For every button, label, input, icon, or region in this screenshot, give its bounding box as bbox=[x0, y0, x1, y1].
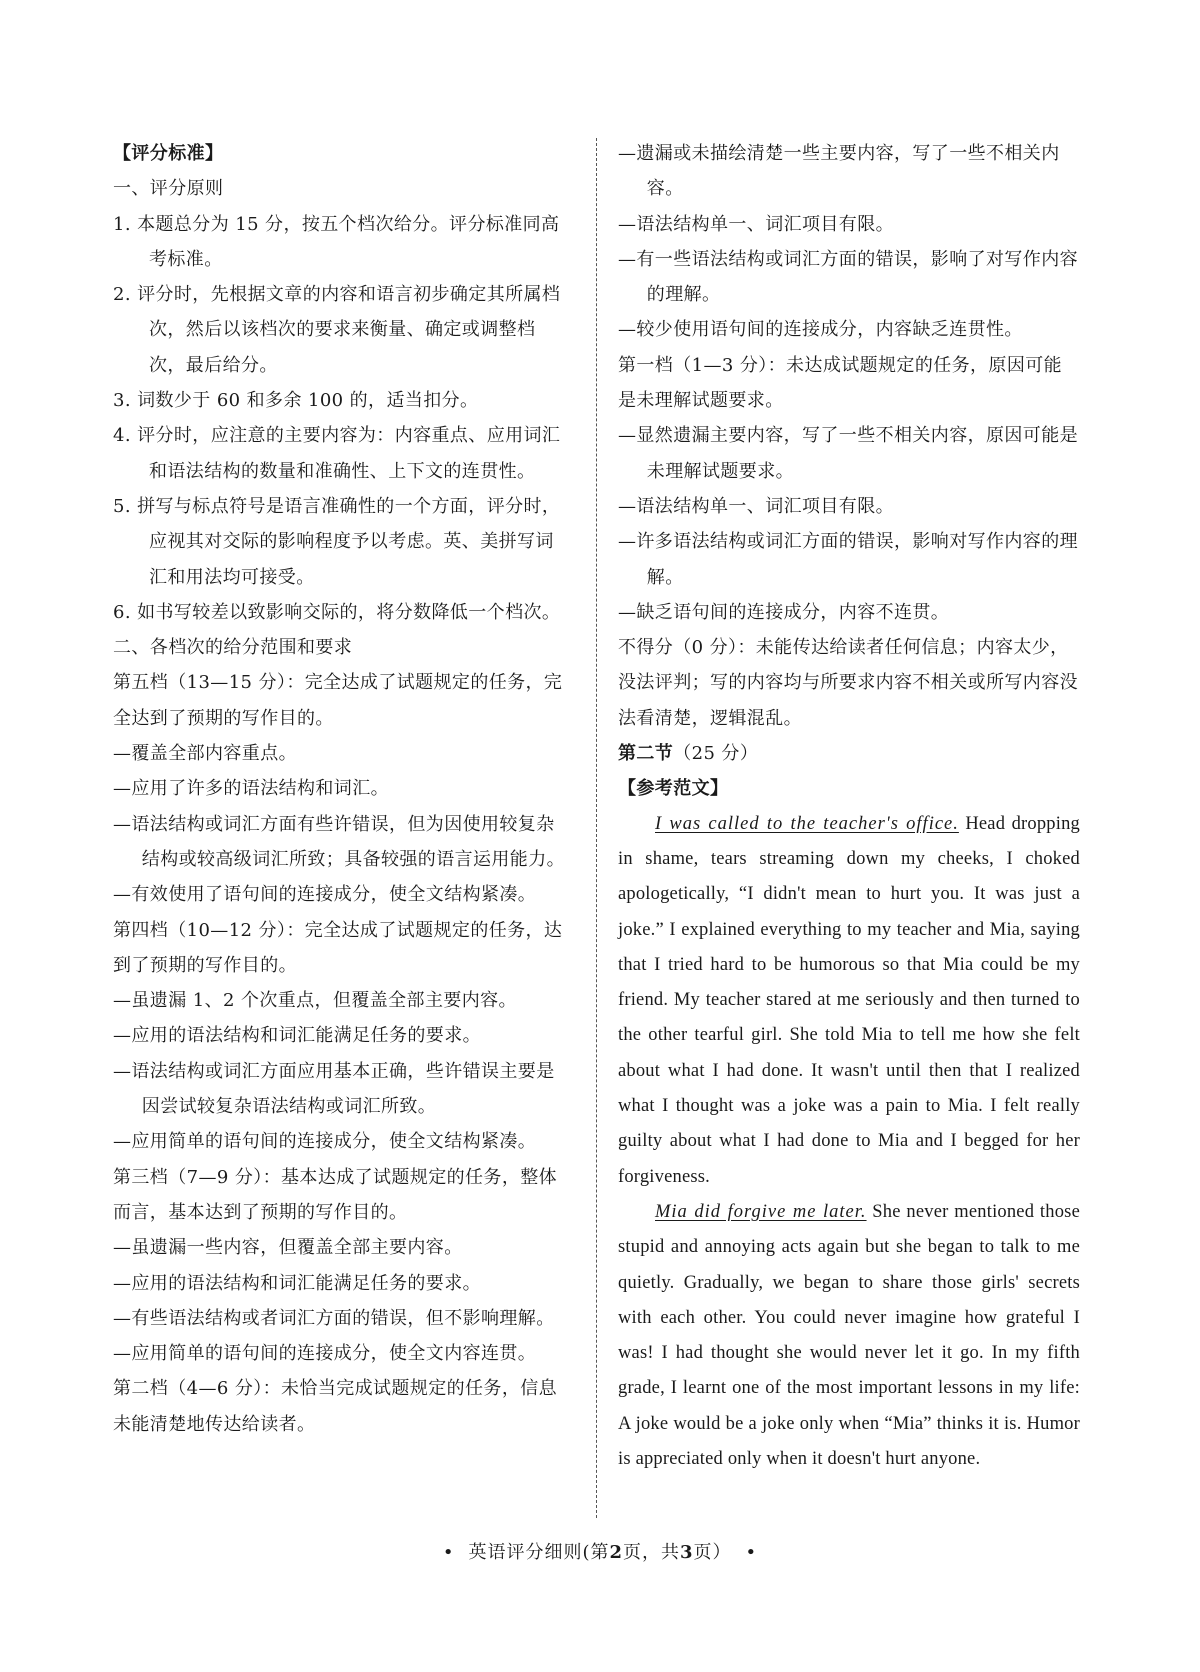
left-line: 2. 评分时，先根据文章的内容和语言初步确定其所属档次，然后以该档次的要求来衡量、确定或调整档次，最后给分。 bbox=[113, 284, 561, 376]
right-column bbox=[618, 136, 1080, 1477]
right-line: —语法结构单一、词汇项目有限。 bbox=[618, 213, 894, 235]
right-line: —缺乏语句间的连接成分，内容不连贯。 bbox=[618, 601, 950, 623]
left-column bbox=[113, 136, 571, 1442]
section-two-heading bbox=[618, 736, 1080, 771]
left-line: 3. 词数少于 60 和多余 100 的，适当扣分。 bbox=[113, 390, 479, 412]
left-line: 二、各档次的给分范围和要求 bbox=[113, 637, 353, 659]
paragraph-2-body: She never mentioned those stupid and annoying acts again but she began to talk to me quietly. Gradually, we began to share those girls' secrets with each other. You could never imagine how grateful I was! I had thought she would never let it go. In my fifth grade, I learnt one of the most important lessons in my life: A joke would be a joke only when “Mia” thinks it is. Humor is appreciated only when it doesn't hurt anyone. bbox=[618, 1201, 1080, 1469]
footer-dot-right: • bbox=[745, 1542, 758, 1563]
left-line: —有效使用了语句间的连接成分，使全文结构紧凑。 bbox=[113, 884, 537, 906]
sample-essay-heading: 【参考范文】 bbox=[618, 778, 729, 800]
right-line: —语法结构单一、词汇项目有限。 bbox=[618, 495, 894, 517]
page-footer bbox=[0, 1538, 1200, 1564]
right-line: 第一档（1—3 分）：未达成试题规定的任务，原因可能是未理解试题要求。 bbox=[618, 354, 1063, 412]
scoring-standard-heading: 【评分标准】 bbox=[113, 143, 224, 164]
left-line: 第三档（7—9 分）：基本达成了试题规定的任务，整体而言，基本达到了预期的写作目的。 bbox=[113, 1166, 558, 1223]
left-line: 一、评分原则 bbox=[113, 178, 224, 200]
left-line: —虽遗漏 1、2 个次重点，但覆盖全部主要内容。 bbox=[113, 990, 517, 1012]
left-line: —有些语法结构或者词汇方面的错误，但不影响理解。 bbox=[113, 1307, 555, 1329]
column-divider bbox=[596, 138, 597, 1518]
left-line: —应用简单的语句间的连接成分，使全文结构紧凑。 bbox=[113, 1131, 537, 1153]
left-line: —语法结构或词汇方面有些许错误，但为因使用较复杂结构或较高级词汇所致；具备较强的语言运用能力。 bbox=[113, 813, 565, 870]
left-line: 4. 评分时，应注意的主要内容为：内容重点、应用词汇和语法结构的数量和准确性、上下文的连贯性。 bbox=[113, 425, 561, 482]
left-line: 第五档（13—15 分）：完全达成了试题规定的任务，完全达到了预期的写作目的。 bbox=[113, 672, 563, 729]
section-title: 第二节 bbox=[618, 743, 674, 765]
right-line: —遗漏或未描绘清楚一些主要内容，写了一些不相关内容。 bbox=[618, 143, 1060, 200]
left-line: 6. 如书写较差以致影响交际的，将分数降低一个档次。 bbox=[113, 601, 561, 623]
left-line: —虽遗漏一些内容，但覆盖全部主要内容。 bbox=[113, 1237, 463, 1259]
left-line: 5. 拼写与标点符号是语言准确性的一个方面，评分时，应视其对交际的影响程度予以考虑。英、美拼写词汇和用法均可接受。 bbox=[113, 495, 561, 588]
right-line: —有一些语法结构或词汇方面的错误，影响了对写作内容的理解。 bbox=[618, 248, 1078, 306]
left-line: 第二档（4—6 分）：未恰当完成试题规定的任务，信息未能清楚地传达给读者。 bbox=[113, 1378, 558, 1435]
right-line: —显然遗漏主要内容，写了一些不相关内容，原因可能是未理解试题要求。 bbox=[618, 425, 1078, 482]
footer-suffix: 页） bbox=[693, 1542, 732, 1563]
left-line: —应用简单的语句间的连接成分，使全文内容连贯。 bbox=[113, 1343, 537, 1365]
right-line: 不得分（0 分）：未能传达给读者任何信息；内容太少，没法评判；写的内容均与所要求内容不相关或所写内容没法看清楚，逻辑混乱。 bbox=[618, 637, 1078, 729]
paragraph-1-lead-sentence: I was called to the teacher's office. bbox=[655, 813, 959, 834]
right-line: —许多语法结构或词汇方面的错误，影响对写作内容的理解。 bbox=[618, 531, 1078, 588]
left-line: 第四档（10—12 分）：完全达成了试题规定的任务，达到了预期的写作目的。 bbox=[113, 919, 563, 976]
footer-dot-left: • bbox=[442, 1542, 455, 1563]
paragraph-2-lead-sentence: Mia did forgive me later. bbox=[655, 1201, 867, 1222]
left-line: —应用了许多的语法结构和词汇。 bbox=[113, 778, 389, 800]
left-line: —应用的语法结构和词汇能满足任务的要求。 bbox=[113, 1272, 481, 1294]
paragraph-1-body: Head dropping in shame, tears streaming down my cheeks, I choked apologetically, “I didn't mean to hurt you. It was just a joke.” I explained everything to my teacher and Mia, saying that I tried hard to be humorous so that Mia could be my friend. My teacher stared at me seriously and then turned to the other tearful girl. She told Mia to tell me how she felt about what I had done. It wasn't until then that I realized what I thought was a joke was a pain to Mia. I felt really guilty about what I had done to Mia and I begged for her forgiveness. bbox=[618, 813, 1080, 1187]
right-lines bbox=[618, 136, 1080, 736]
left-line: —应用的语法结构和词汇能满足任务的要求。 bbox=[113, 1025, 481, 1047]
right-line: —较少使用语句间的连接成分，内容缺乏连贯性。 bbox=[618, 319, 1023, 341]
left-line: —语法结构或词汇方面应用基本正确，些许错误主要是因尝试较复杂语法结构或词汇所致。 bbox=[113, 1060, 555, 1118]
footer-page-number: 2 bbox=[609, 1542, 624, 1563]
left-line: 1. 本题总分为 15 分，按五个档次给分。评分标准同高考标准。 bbox=[113, 213, 560, 270]
footer-mid: 页，共 bbox=[623, 1542, 681, 1563]
footer-total-pages: 3 bbox=[680, 1542, 694, 1563]
left-lines bbox=[113, 171, 571, 1442]
sample-paragraph-2 bbox=[618, 1195, 1080, 1477]
section-points: （25 分） bbox=[673, 743, 759, 765]
footer-prefix: 英语评分细则(第 bbox=[468, 1542, 610, 1563]
left-line: —覆盖全部内容重点。 bbox=[113, 743, 297, 765]
sample-paragraph-1 bbox=[618, 807, 1080, 1195]
